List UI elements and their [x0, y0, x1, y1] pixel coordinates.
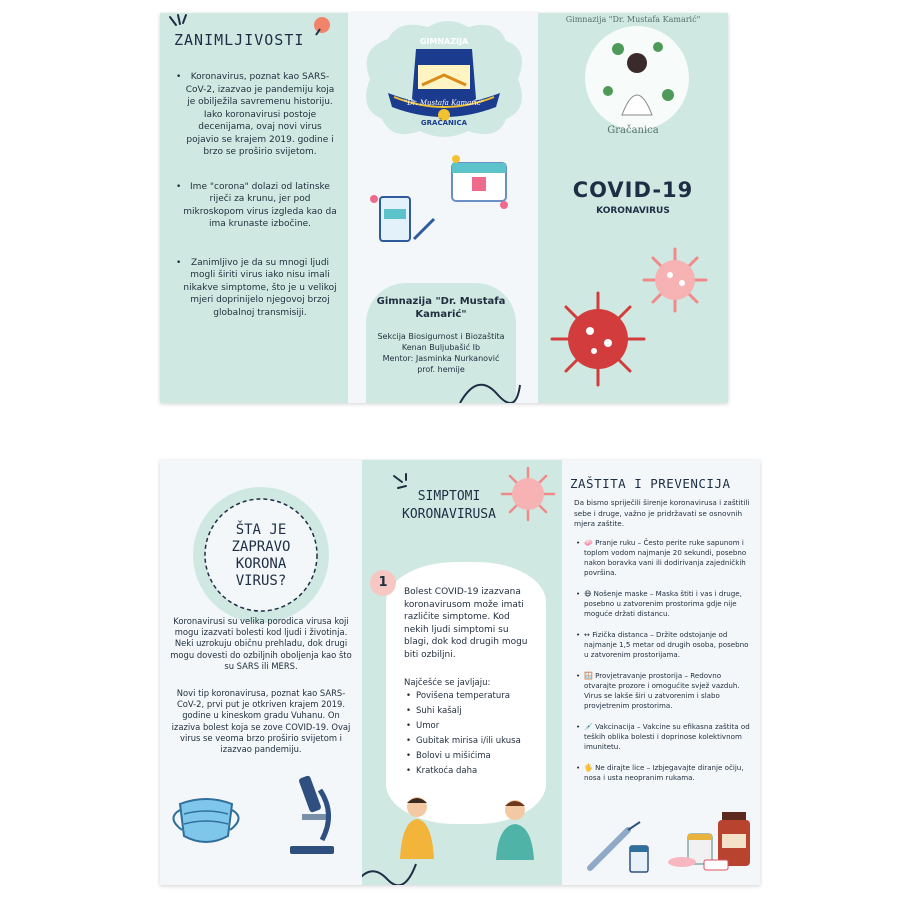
- logo-city-text: GRAČANICA: [420, 119, 468, 127]
- school-name: Gimnazija "Dr. Mustafa Kamarić": [376, 296, 506, 320]
- prevention-item-handwashing: • 🧼 Pranje ruku – Često perite ruke sapunom i toplom vodom najmanje 20 sekundi, posebno nakon boravka vani ili dodirivanja zajedničkih površina.: [576, 538, 752, 578]
- what-is-panel: [160, 460, 362, 885]
- interesting-facts-title: ZANIMLJIVOSTI: [174, 31, 305, 49]
- prevention-intro: Da bismo spriječili širenje koronavirusa i zaštitili sebe i druge, važno je pridržavati se osnovnih mjera zaštite.: [574, 498, 750, 528]
- what-is-paragraph-1: Koronavirusi su velika porodica virusa koji mogu izazvati bolesti kod ljudi i životinja. Neki uzrokuju običnu prehladu, dok drugi mogu dovesti do ozbiljnih oboljenja kao što su SARS ili MERS.: [170, 616, 352, 671]
- school-logo: [358, 19, 530, 141]
- doodle-loop: [458, 375, 538, 403]
- brochure-inside-sheet: [160, 460, 760, 885]
- logo-banner-text: "Dr. Mustafa Kamarić": [403, 99, 485, 107]
- mentor-name: Mentor: Jasminka Nurkanović prof. hemije: [382, 354, 500, 374]
- medicine-bottles-illustration: [666, 804, 756, 874]
- section-name: Sekcija Biosigurnost i Biozaštita: [377, 332, 505, 341]
- symptoms-text: Bolest COVID-19 izazvana koronavirusom može imati različite simptome. Kod nekih ljudi simptomi su blagi, dok kod drugih mogu biti ozbiljni.: [404, 587, 528, 660]
- fact-item: • Zanimljivo je da su mnogi ljudi mogli širiti virus iako nisu imali nikakve simptome, što je u velikoj mjeri doprinijelo njegovoj brzoj globalnoj transmisiji.: [178, 257, 338, 320]
- symptom-item: • Umor: [406, 720, 536, 732]
- school-info-panel: [348, 13, 538, 403]
- what-is-paragraph-2: Novi tip koronavirusa, poznat kao SARS-CoV-2, prvi put je otkriven krajem 2019. godine u kineskom gradu Vuhanu. On izaziva bolest koja se zove COVID-19. Ovaj virus se veoma brzo proširio svijetom i izazvao pandemiju.: [171, 688, 351, 755]
- symptom-item: • Gubitak mirisa i/ili ukusa: [406, 735, 536, 747]
- fact-item: • Koronavirus, poznat kao SARS-CoV-2, izazvao je pandemiju koja je obilježila savremenu historiju. Iako koronavirusi postoje decenijama, ovaj novi virus pojavio se krajem 2019. godine i brzo se proširio svijetom.: [178, 71, 338, 159]
- sick-person-illustration: [490, 796, 540, 860]
- step-number: 1: [370, 570, 396, 596]
- virus-pink-icon: [640, 245, 710, 315]
- virus-pink-icon: [500, 466, 556, 522]
- logo-text: GIMNAZIJA: [419, 37, 469, 46]
- prevention-item-vaccination: • 💉 Vakcinacija – Vakcine su efikasna zaštita od teških oblika bolesti i doprinose kolektivnom imunitetu.: [576, 722, 752, 752]
- brochure-outside-sheet: [160, 13, 728, 403]
- prevention-title: ZAŠTITA I PREVENCIJA: [570, 476, 731, 491]
- face-mask-icon: [166, 790, 246, 850]
- symptoms-list: [406, 690, 536, 780]
- sparkle-icon: [166, 13, 196, 33]
- vaccine-illustration: [368, 189, 438, 249]
- prevention-item-mask: • 😷 Nošenje maske – Maska štiti i vas i druge, posebno u zatvorenim prostorima gdje nije moguće držati distancu.: [576, 589, 752, 619]
- microscope-icon: [280, 770, 340, 860]
- interesting-facts-panel: [160, 13, 348, 403]
- symptoms-title: SIMPTOMI KORONAVIRUSA: [402, 489, 496, 522]
- prevention-panel: [562, 460, 760, 885]
- virus-red-icon: [550, 291, 646, 387]
- cover-panel: [538, 13, 728, 403]
- fact-item: • Ime "corona" dolazi od latinske riječi za krunu, jer pod mikroskopom virus izgleda kao da ima krunaste izbočine.: [178, 181, 338, 231]
- cover-subtitle: KORONAVIRUS: [596, 206, 670, 216]
- syringe-vial-illustration: [584, 820, 654, 874]
- what-is-title: ŠTA JE ZAPRAVO KORONA VIRUS?: [231, 522, 291, 589]
- prevention-list: [576, 538, 752, 794]
- coughing-person-illustration: [392, 795, 442, 859]
- badge-text-bottom: Gračanica: [607, 125, 659, 136]
- prevention-item-face: • 🖐 Ne dirajte lice – Izbjegavajte diranje očiju, nosa i usta neopranim rukama.: [576, 763, 752, 783]
- prevention-item-ventilation: • 🪟 Provjetravanje prostorija – Redovno otvarajte prozore i omogućite svjež vazduh. Virus se lakše širi u zatvorenim i slabo provjetrenim prostorima.: [576, 671, 752, 711]
- symptom-item: • Povišena temperatura: [406, 690, 536, 702]
- symptom-item: • Suhi kašalj: [406, 705, 536, 717]
- symptoms-panel: [362, 460, 562, 885]
- symptom-item: • Bolovi u mišićima: [406, 750, 536, 762]
- symptom-item: • Kratkoća daha: [406, 765, 536, 777]
- author-name: Kenan Buljubašić Ib: [401, 343, 481, 352]
- medicine-tablet-illustration: [444, 153, 514, 213]
- school-badge: [578, 19, 696, 137]
- doodle-loop: [362, 858, 422, 885]
- prevention-item-distance: • ↔ Fizička distanca – Držite odstojanje od najmanje 1,5 metar od drugih osoba, posebno u zatvorenim prostorijama.: [576, 630, 752, 660]
- pushpin-icon: [310, 15, 334, 39]
- what-is-title-badge: [186, 480, 336, 630]
- facts-list: [178, 71, 338, 345]
- cover-title: COVID-19: [572, 178, 694, 202]
- badge-text-top: Gimnazija "Dr. Mustafa Kamarić": [565, 15, 701, 24]
- symptoms-subheading: Najčešće se javljaju:: [404, 678, 491, 688]
